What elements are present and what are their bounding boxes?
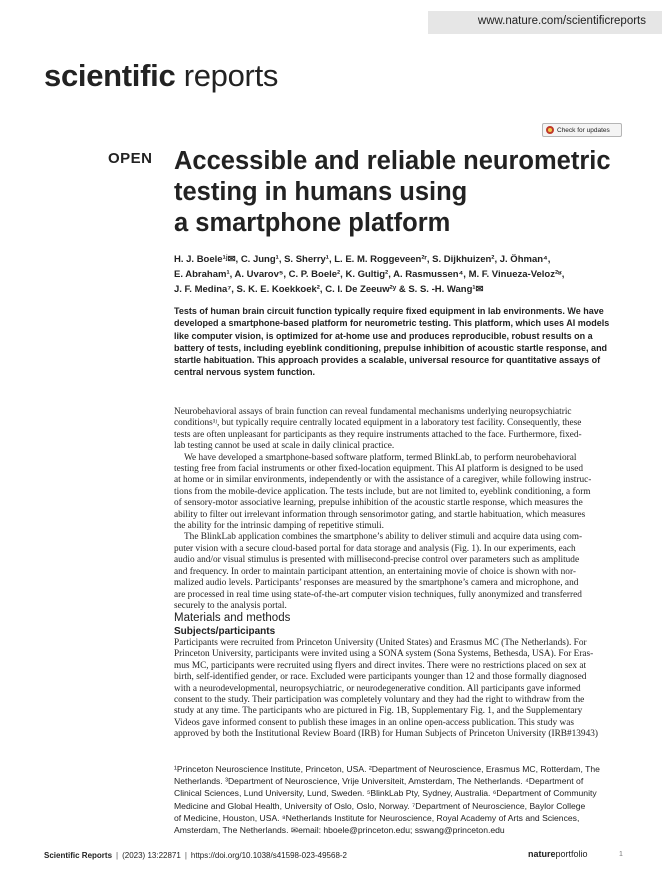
- body-line: We have developed a smartphone-based software platform, termed BlinkLab, to perform neurobehavioral: [184, 452, 577, 463]
- abstract-line: battery of tests, including eyeblink conditioning, prepulse inhibition of acoustic startle response, and: [174, 342, 608, 353]
- body-line: with a neurodevelopmental, neuropsychiatric, or neurodegenerative condition. All participants gave informed: [174, 683, 581, 694]
- body-line: mus MC, participants were recruited using flyers and direct invites. There were no restrictions placed on sex at: [174, 660, 587, 671]
- author-line[interactable]: J. F. Medina⁷, S. K. E. Koekkoek², C. I. De Zeeuw²ʸ & S. S. -H. Wang¹✉: [174, 284, 484, 295]
- body-line: are processed in real time using state-of-the-art computer vision techniques, fully anonymized and transferred: [174, 589, 582, 600]
- body-line: testing free from facial instruments or other fixed-location equipment. This AI platform is designed to be used: [174, 464, 584, 475]
- body-line: approved by both the Institutional Review Board (IRB) for Human Subjects of Princeton University (IRB#13943): [174, 729, 598, 740]
- body-line: at home or in similar environments, independently or with the assistance of a caregiver, while following instruc-: [174, 475, 592, 486]
- body-line: conditions¹ʲ, but typically require centrally located equipment in a laboratory test facility. Consequently, these: [174, 418, 582, 429]
- section-heading: Materials and methods: [174, 612, 291, 624]
- footer-journal: Scientific Reports: [44, 851, 113, 860]
- body-line: Neurobehavioral assays of brain function can reveal fundamental mechanisms underlying neuropsychiatric: [174, 407, 572, 417]
- title-line: testing in humans using: [174, 178, 468, 206]
- body-line: tions from the mobile-device application. The tests include, but are not limited to, eyeblink conditioning, a form: [174, 486, 591, 497]
- footer-doi[interactable]: https://doi.org/10.1038/s41598-023-49568-2: [190, 851, 348, 860]
- title-line: a smartphone platform: [174, 209, 451, 237]
- affiliation-line[interactable]: Amsterdam, The Netherlands. ✉email: hboele@princeton.edu; sswang@princeton.edu: [174, 825, 505, 836]
- author-line[interactable]: E. Abraham¹, A. Uvarov⁵, C. P. Boele², K. Gultig², A. Rasmussen⁴, M. F. Vinueza-Veloz²ʶ,: [174, 269, 565, 280]
- body-line: audio and/or visual stimulus is presented with millisecond-precise control over parameters such as amplitude: [174, 555, 580, 566]
- body-line: Videos gave informed consent to publish these images in an online open-access publication. This study was: [174, 717, 574, 728]
- publisher-light-text: portfolio: [555, 849, 588, 859]
- abstract-line: Tests of human brain circuit function typically require fixed equipment in lab environments. We have: [174, 306, 604, 316]
- check-for-updates-button[interactable]: [542, 123, 622, 137]
- body-line: The BlinkLab application combines the smartphone’s ability to deliver stimuli and acquire data using com-: [184, 532, 583, 543]
- body-line: malized audio levels. Participants’ responses are measured by the smartphone’s camera and microphone, and: [174, 578, 579, 589]
- author-line[interactable]: H. J. Boele¹ʲ✉, C. Jung¹, S. Sherry¹, L. E. M. Roggeveen²ʳ, S. Dijkhuizen², J. Öhman⁴,: [174, 254, 551, 265]
- body-line: the ability for the intrinsic damping of repetitive stimuli.: [174, 521, 384, 532]
- body-line: Princeton University, participants were invited using a SONA system (Sona Systems, Bethesda, USA). For Eras-: [174, 649, 594, 660]
- body-line: ability to filter out irrelevant information through sensorimotor gating, and startle habituation, which measures: [174, 509, 586, 520]
- logo-light-text: reports: [175, 58, 279, 93]
- affiliation-line: Netherlands. ³Department of Neuroscience, Vrije Universiteit, Amsterdam, The Netherlands. ⁴Department of: [174, 776, 584, 787]
- footer-separator: |: [116, 851, 119, 860]
- logo-bold-text: scientific: [44, 58, 176, 93]
- subsection-heading: Subjects/participants: [174, 626, 276, 637]
- body-line: lab testing cannot be used at scale in daily clinical practice.: [174, 441, 395, 452]
- footer-separator: |: [184, 851, 187, 860]
- affiliation-line: ¹Princeton Neuroscience Institute, Princeton, USA. ²Department of Neuroscience, Erasmus MC, Rotterdam, The: [174, 764, 600, 774]
- abstract-line: central nervous system function.: [174, 367, 316, 378]
- article-title: [174, 146, 644, 239]
- abstract-line: like computer vision, is optimized for at-home use and produces reproducible, robust results on a: [174, 330, 593, 341]
- check-for-updates-label: Check for updates: [557, 126, 610, 134]
- publisher-logo[interactable]: [528, 849, 588, 859]
- body-line: consent to the study. Their participation was completely voluntary and they had the right to withdraw from the: [174, 695, 585, 706]
- abstract-line: startle habituation. This approach provides a scalable, universal resource for quantitative assays of: [174, 355, 601, 366]
- affiliation-line: of Medicine, Houston, USA. ⁸Netherlands Institute for Neuroscience, Royal Academy of Arts and Sciences,: [174, 812, 580, 823]
- author-list: [174, 252, 634, 297]
- publisher-bold-text: nature: [528, 849, 556, 859]
- journal-logo[interactable]: [44, 58, 278, 94]
- title-line: Accessible and reliable neurometric: [174, 147, 611, 175]
- page-number: 1: [619, 851, 623, 858]
- affiliation-line: Clinical Sciences, Lund University, Lund, Sweden. ⁵BlinkLab Pty, Sydney, Australia. ⁶Department of Community: [174, 788, 597, 799]
- intro-paragraph-1: [174, 407, 626, 612]
- abstract: [174, 305, 629, 379]
- body-line: study at any time. The participants who are pictured in Fig. 1B, Supplementary Fig. 1, and the Supplementary: [174, 706, 583, 717]
- body-line: securely to the analysis portal.: [174, 600, 287, 611]
- open-access-label: OPEN: [108, 150, 153, 167]
- body-line: Participants were recruited from Princeton University (United States) and Erasmus MC (The Netherlands). For: [174, 638, 587, 648]
- abstract-line: developed a smartphone-based platform for neurometric testing. This platform, which uses AI models: [174, 318, 610, 329]
- body-line: of sensory-motor associative learning, prepulse inhibition of the acoustic startle response, which measures the: [174, 498, 583, 509]
- crossmark-icon: [546, 126, 554, 134]
- affiliations: [174, 763, 624, 836]
- body-line: and frequency. In order to maintain participant attention, an entertaining movie of choice is shown with nor-: [174, 566, 576, 577]
- affiliation-line: Medicine and Global Health, University of Oslo, Oslo, Norway. ⁷Department of Neuroscience, Baylor College: [174, 800, 586, 811]
- body-line: puter vision with a secure cloud-based portal for data storage and analysis (Fig. 1). In our experiments, each: [174, 543, 576, 554]
- methods-paragraph: [174, 638, 626, 741]
- journal-url[interactable]: www.nature.com/scientificreports: [477, 15, 646, 27]
- body-line: birth, self-identified gender, or race. Excluded were participants younger than 12 and those formally diagnosed: [174, 672, 587, 683]
- header-bar: [428, 11, 662, 34]
- footer-citation: (2023) 13:22871: [122, 851, 181, 860]
- body-line: tests are often unpleasant for participants as they require instruments attached to the face. Furthermore, fixed-: [174, 429, 582, 440]
